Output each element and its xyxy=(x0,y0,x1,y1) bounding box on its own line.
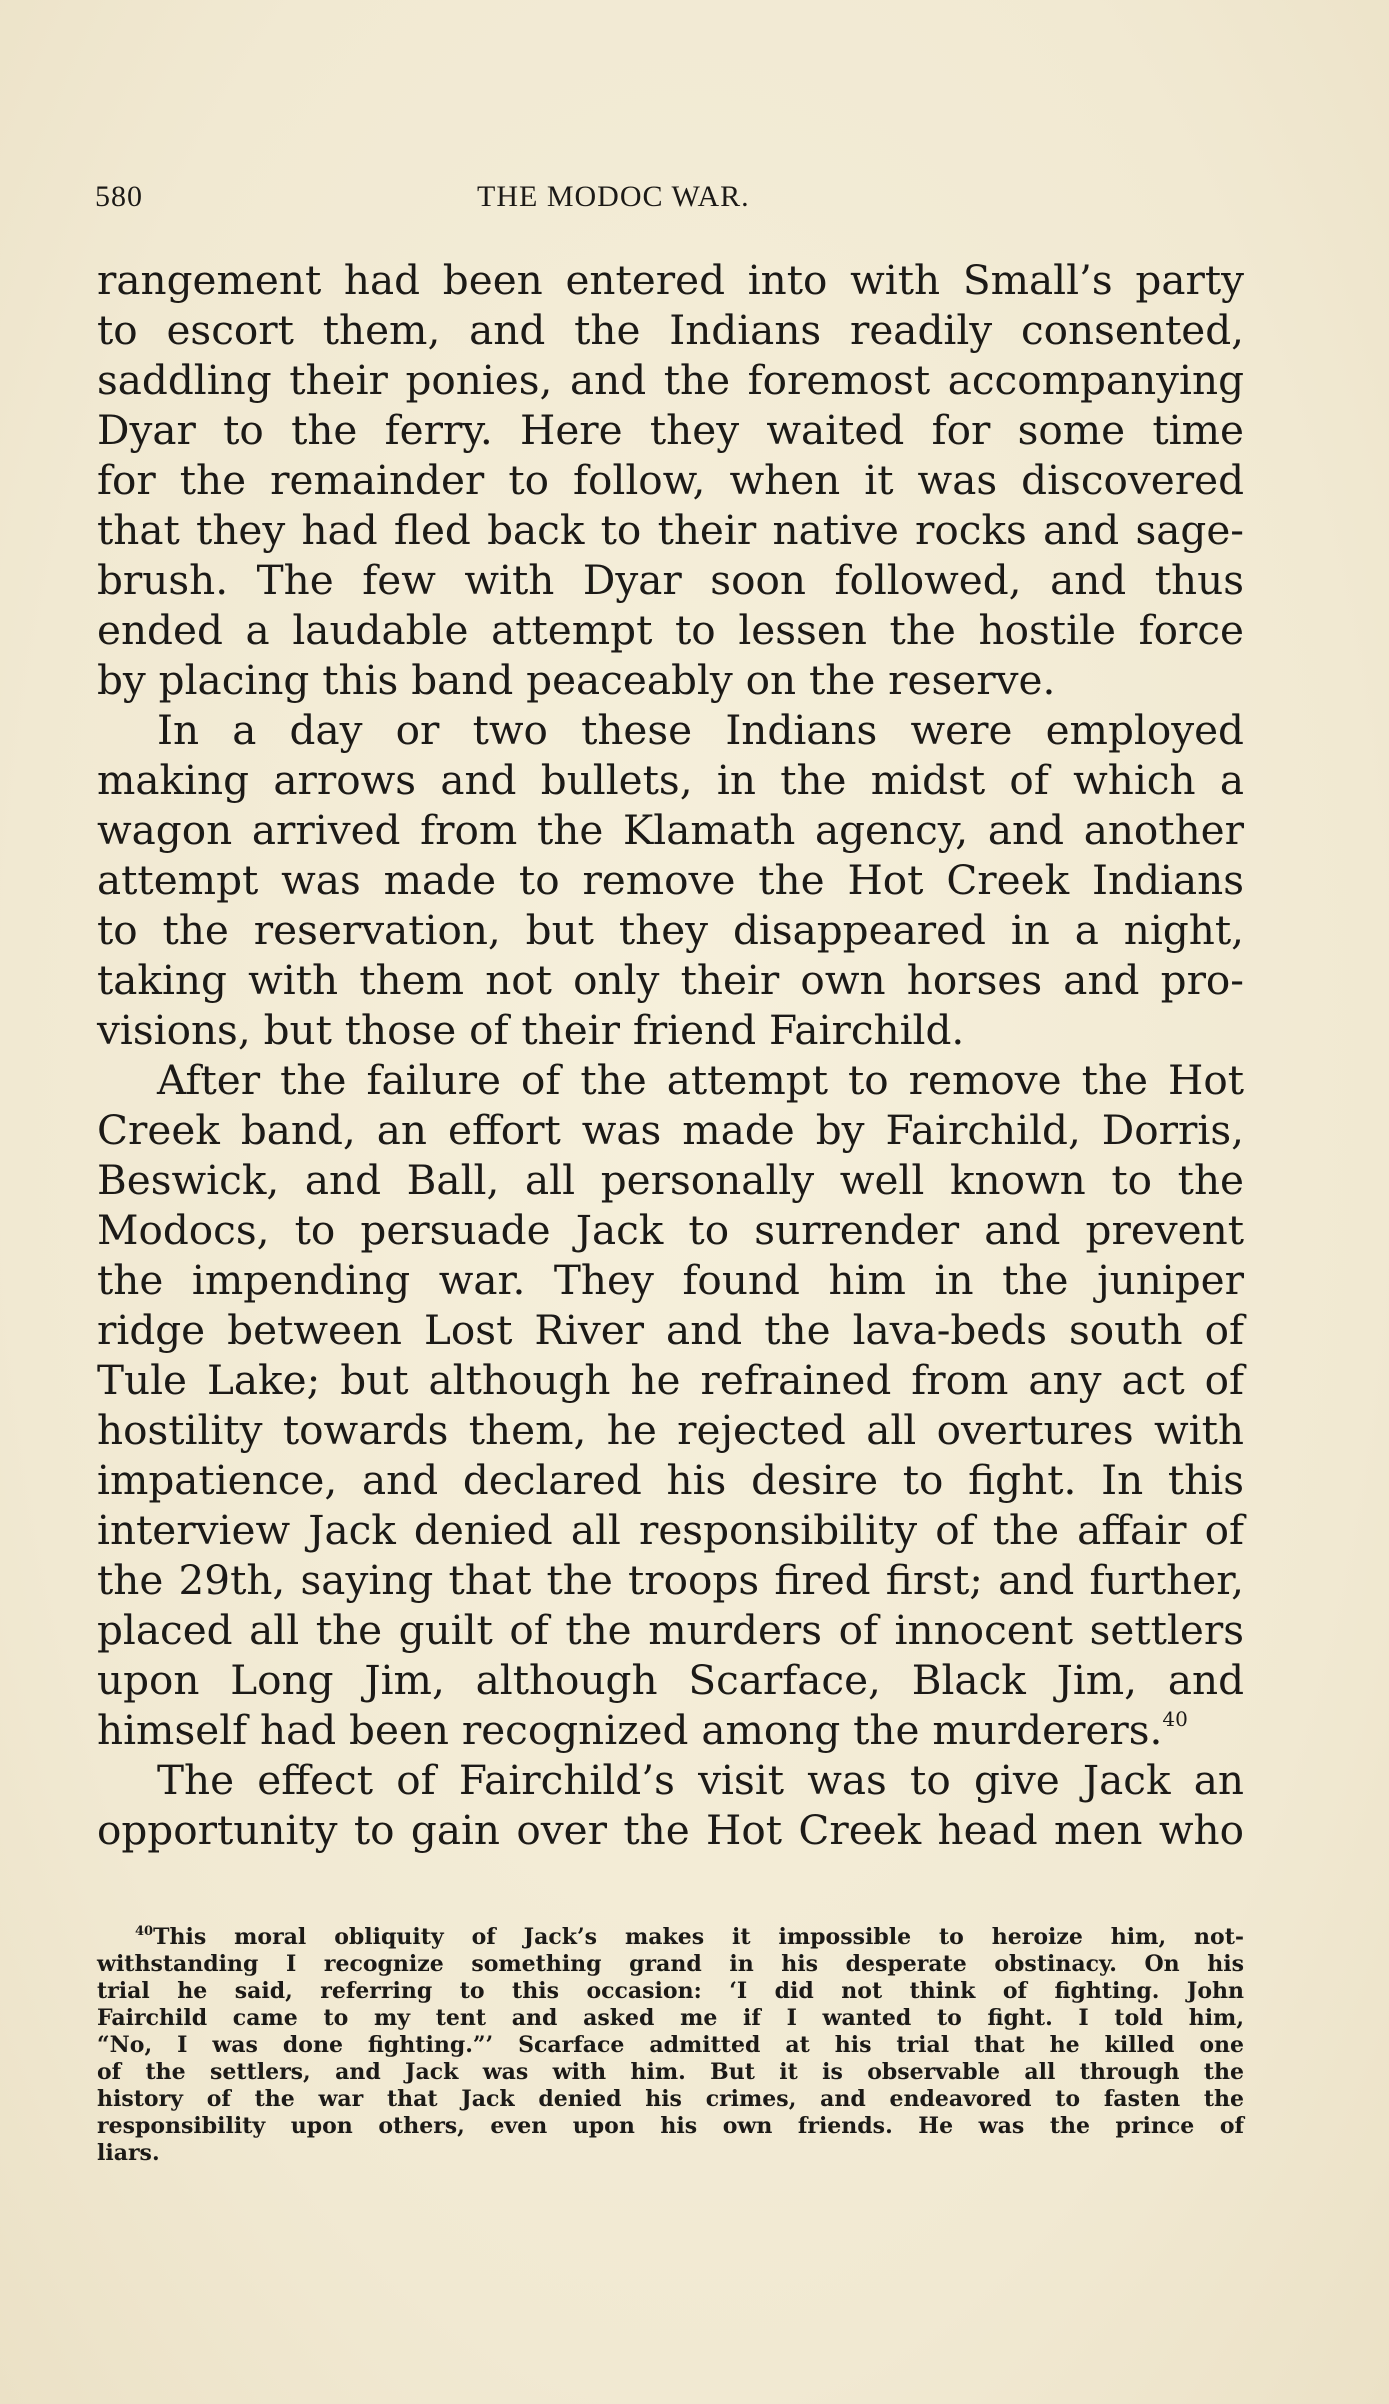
footnote-text: This moral obliquity of Jack’s makes it impossible to heroize him, not- xyxy=(153,1924,1244,1950)
text-line: himself had been recognized among the murderers. xyxy=(97,1706,1163,1754)
text-line: placed all the guilt of the murders of innocent settlers xyxy=(97,1606,1244,1654)
text-line: that they had fled back to their native rocks and sage- xyxy=(97,506,1244,554)
text-line: ridge between Lost River and the lava-beds south of xyxy=(97,1306,1244,1354)
page-header xyxy=(95,180,1275,220)
text-line: to the reservation, but they disappeared in a night, xyxy=(97,906,1244,954)
text-line: by placing this band peaceably on the reserve. xyxy=(97,656,1056,704)
text-line: the 29th, saying that the troops fired first; and further, xyxy=(97,1556,1244,1604)
footnotes xyxy=(97,1924,1244,2167)
footnote-line: liars. xyxy=(97,2140,160,2166)
text-line: to escort them, and the Indians readily consented, xyxy=(97,306,1244,354)
text-line: Modocs, to persuade Jack to surrender and prevent xyxy=(97,1206,1244,1254)
text-line: hostility towards them, he rejected all overtures with xyxy=(97,1406,1244,1454)
text-line: Creek band, an effort was made by Fairchild, Dorris, xyxy=(97,1106,1244,1154)
text-line: saddling their ponies, and the foremost accompanying xyxy=(97,356,1244,404)
text-line: rangement had been entered into with Small’s party xyxy=(97,256,1244,304)
text-line: for the remainder to follow, when it was discovered xyxy=(97,456,1244,504)
footnote-line: of the settlers, and Jack was with him. But it is observable all through the xyxy=(97,2059,1244,2085)
text-line: opportunity to gain over the Hot Creek head men who xyxy=(97,1806,1244,1854)
text-line: wagon arrived from the Klamath agency, and another xyxy=(97,806,1244,854)
text-line: the impending war. They found him in the juniper xyxy=(97,1256,1244,1304)
footnote-marker: 40 xyxy=(135,1924,154,1939)
paragraph-start-line: After the failure of the attempt to remove the Hot xyxy=(157,1056,1244,1104)
footnote-line: withstanding I recognize something grand in his desperate obstinacy. On his xyxy=(97,1951,1244,1977)
text-line: making arrows and bullets, in the midst of which a xyxy=(97,756,1244,804)
page-number: 580 xyxy=(95,180,143,213)
footnote-line: “No, I was done fighting.”’ Scarface admitted at his trial that he killed one xyxy=(97,2032,1244,2058)
text-line: visions, but those of their friend Fairchild. xyxy=(97,1006,965,1054)
running-title: THE MODOC WAR. xyxy=(477,180,750,213)
text-line: ended a laudable attempt to lessen the hostile force xyxy=(97,606,1244,654)
footnote-line: history of the war that Jack denied his crimes, and endeavored to fasten the xyxy=(97,2086,1244,2112)
footnote-reference: 40 xyxy=(1162,1707,1188,1731)
footnote-line: responsibility upon others, even upon his own friends. He was the prince of xyxy=(97,2113,1244,2139)
text-line: Beswick, and Ball, all personally well known to the xyxy=(97,1156,1244,1204)
text-line: upon Long Jim, although Scarface, Black Jim, and xyxy=(97,1656,1244,1704)
text-line: taking with them not only their own horses and pro- xyxy=(97,956,1244,1004)
text-line: Tule Lake; but although he refrained from any act of xyxy=(97,1356,1244,1404)
text-line: impatience, and declared his desire to fight. In this xyxy=(97,1456,1244,1504)
footnote-first-line xyxy=(97,1924,1244,1951)
paragraph-start-line: In a day or two these Indians were employed xyxy=(157,706,1244,754)
text-line-with-footnote-ref xyxy=(97,1705,1244,1755)
text-line: interview Jack denied all responsibility of the affair of xyxy=(97,1506,1244,1554)
text-line: Dyar to the ferry. Here they waited for some time xyxy=(97,406,1244,454)
footnote-line: Fairchild came to my tent and asked me if I wanted to fight. I told him, xyxy=(97,2005,1244,2031)
text-line: attempt was made to remove the Hot Creek Indians xyxy=(97,856,1244,904)
footnote-line: trial he said, referring to this occasion: ‘I did not think of fighting. John xyxy=(97,1978,1244,2004)
body-text xyxy=(97,255,1244,1855)
paragraph-start-line: The effect of Fairchild’s visit was to give Jack an xyxy=(157,1756,1244,1804)
text-line: brush. The few with Dyar soon followed, and thus xyxy=(97,556,1244,604)
